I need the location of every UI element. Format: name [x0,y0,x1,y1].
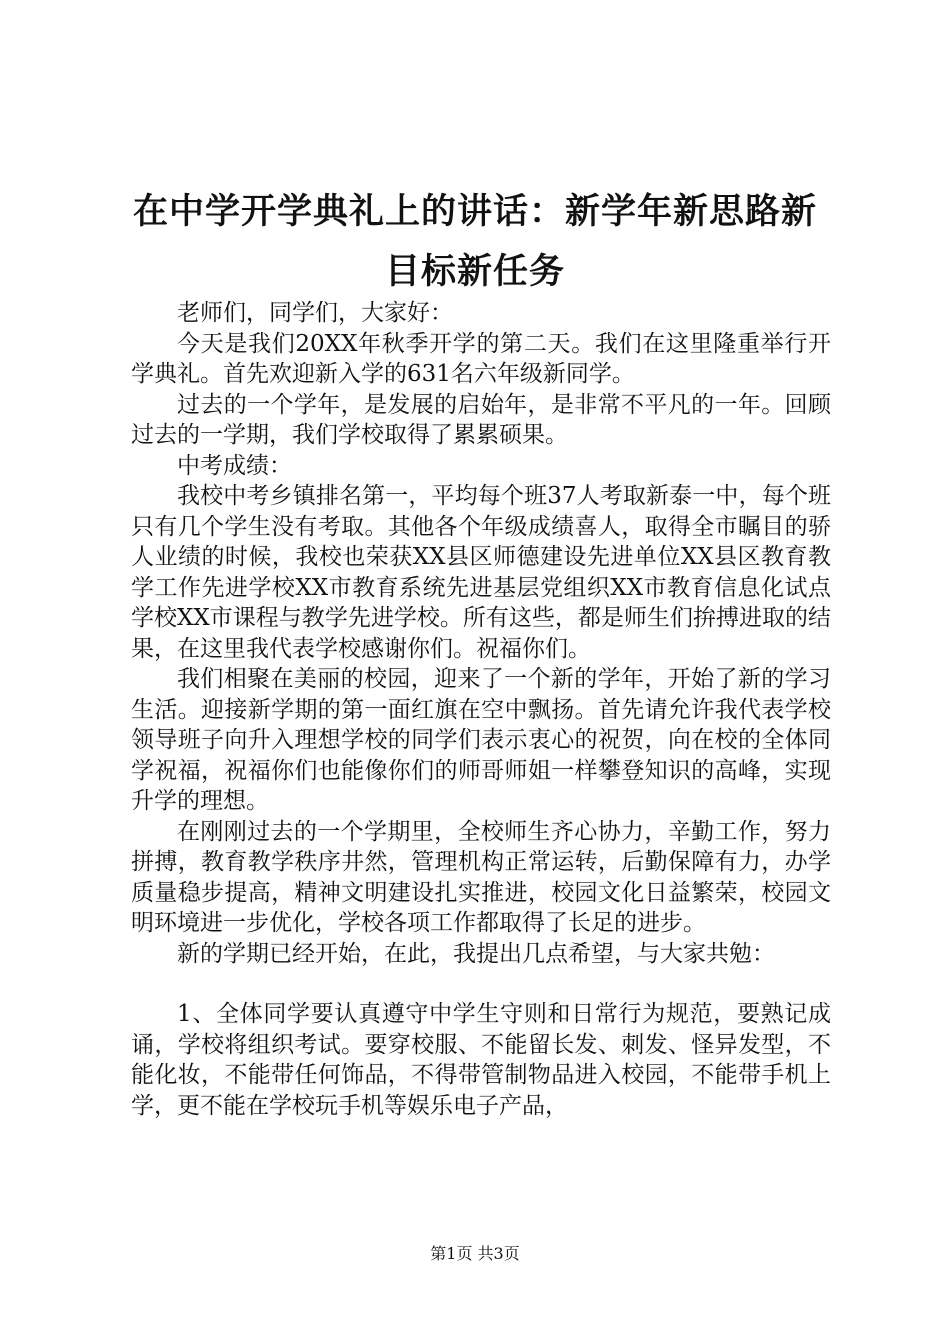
body-paragraph: 今天是我们20XX年秋季开学的第二天。我们在这里隆重举行开学典礼。首先欢迎新入学的631名六年级新同学。 [131,330,831,387]
body-paragraph: 我们相聚在美丽的校园，迎来了一个新的学年，开始了新的学习生活。迎接新学期的第一面红旗在空中飘扬。首先请允许我代表学校领导班子向升入理想学校的同学们表示衷心的祝贺，向在校的全体同学祝福，祝福你们也能像你们的师哥师姐一样攀登知识的高峰，实现升学的理想。 [131,666,831,814]
document-title: 在中学开学典礼上的讲话：新学年新思路新目标新任务 [132,192,817,292]
body-paragraph: 在刚刚过去的一个学期里，全校师生齐心协力，辛勤工作，努力拼搏，教育教学秩序井然，管理机构正常运转，后勤保障有力，办学质量稳步提高，精神文明建设扎实推进，校园文化日益繁荣，校园文明环境进一步优化，学校各项工作都取得了长足的进步。 [131,818,831,936]
body-paragraph: 新的学期已经开始，在此，我提出几点希望，与大家共勉： [177,940,775,967]
page-footer: 第1页 共3页 [430,1244,520,1263]
list-item: 1、全体同学要认真遵守中学生守则和日常行为规范，要熟记成诵，学校将组织考试。要穿校服、不能留长发、刺发、怪异发型，不能化妆，不能带任何饰品，不得带管制物品进入校园，不能带手机上学，更不能在学校玩手机等娱乐电子产品， [131,1001,831,1119]
section-heading: 中考成绩： [177,452,292,479]
greeting-paragraph: 老师们，同学们，大家好： [177,300,453,326]
body-paragraph: 我校中考乡镇排名第一，平均每个班37人考取新泰一中，每个班只有几个学生没有考取。其他各个年级成绩喜人，取得全市瞩目的骄人业绩的时候，我校也荣获XX县区师德建设先进单位XX县区教育教学工作先进学校XX市教育系统先进基层党组织XX市教育信息化试点学校XX市课程与教学先进学校。所有这些，都是师生们拚搏进取的结果，在这里我代表学校感谢你们。祝福你们。 [131,483,831,662]
body-paragraph: 过去的一个学年，是发展的启始年，是非常不平凡的一年。回顾过去的一学期，我们学校取得了累累硕果。 [131,391,831,448]
document-body [131,298,831,1121]
